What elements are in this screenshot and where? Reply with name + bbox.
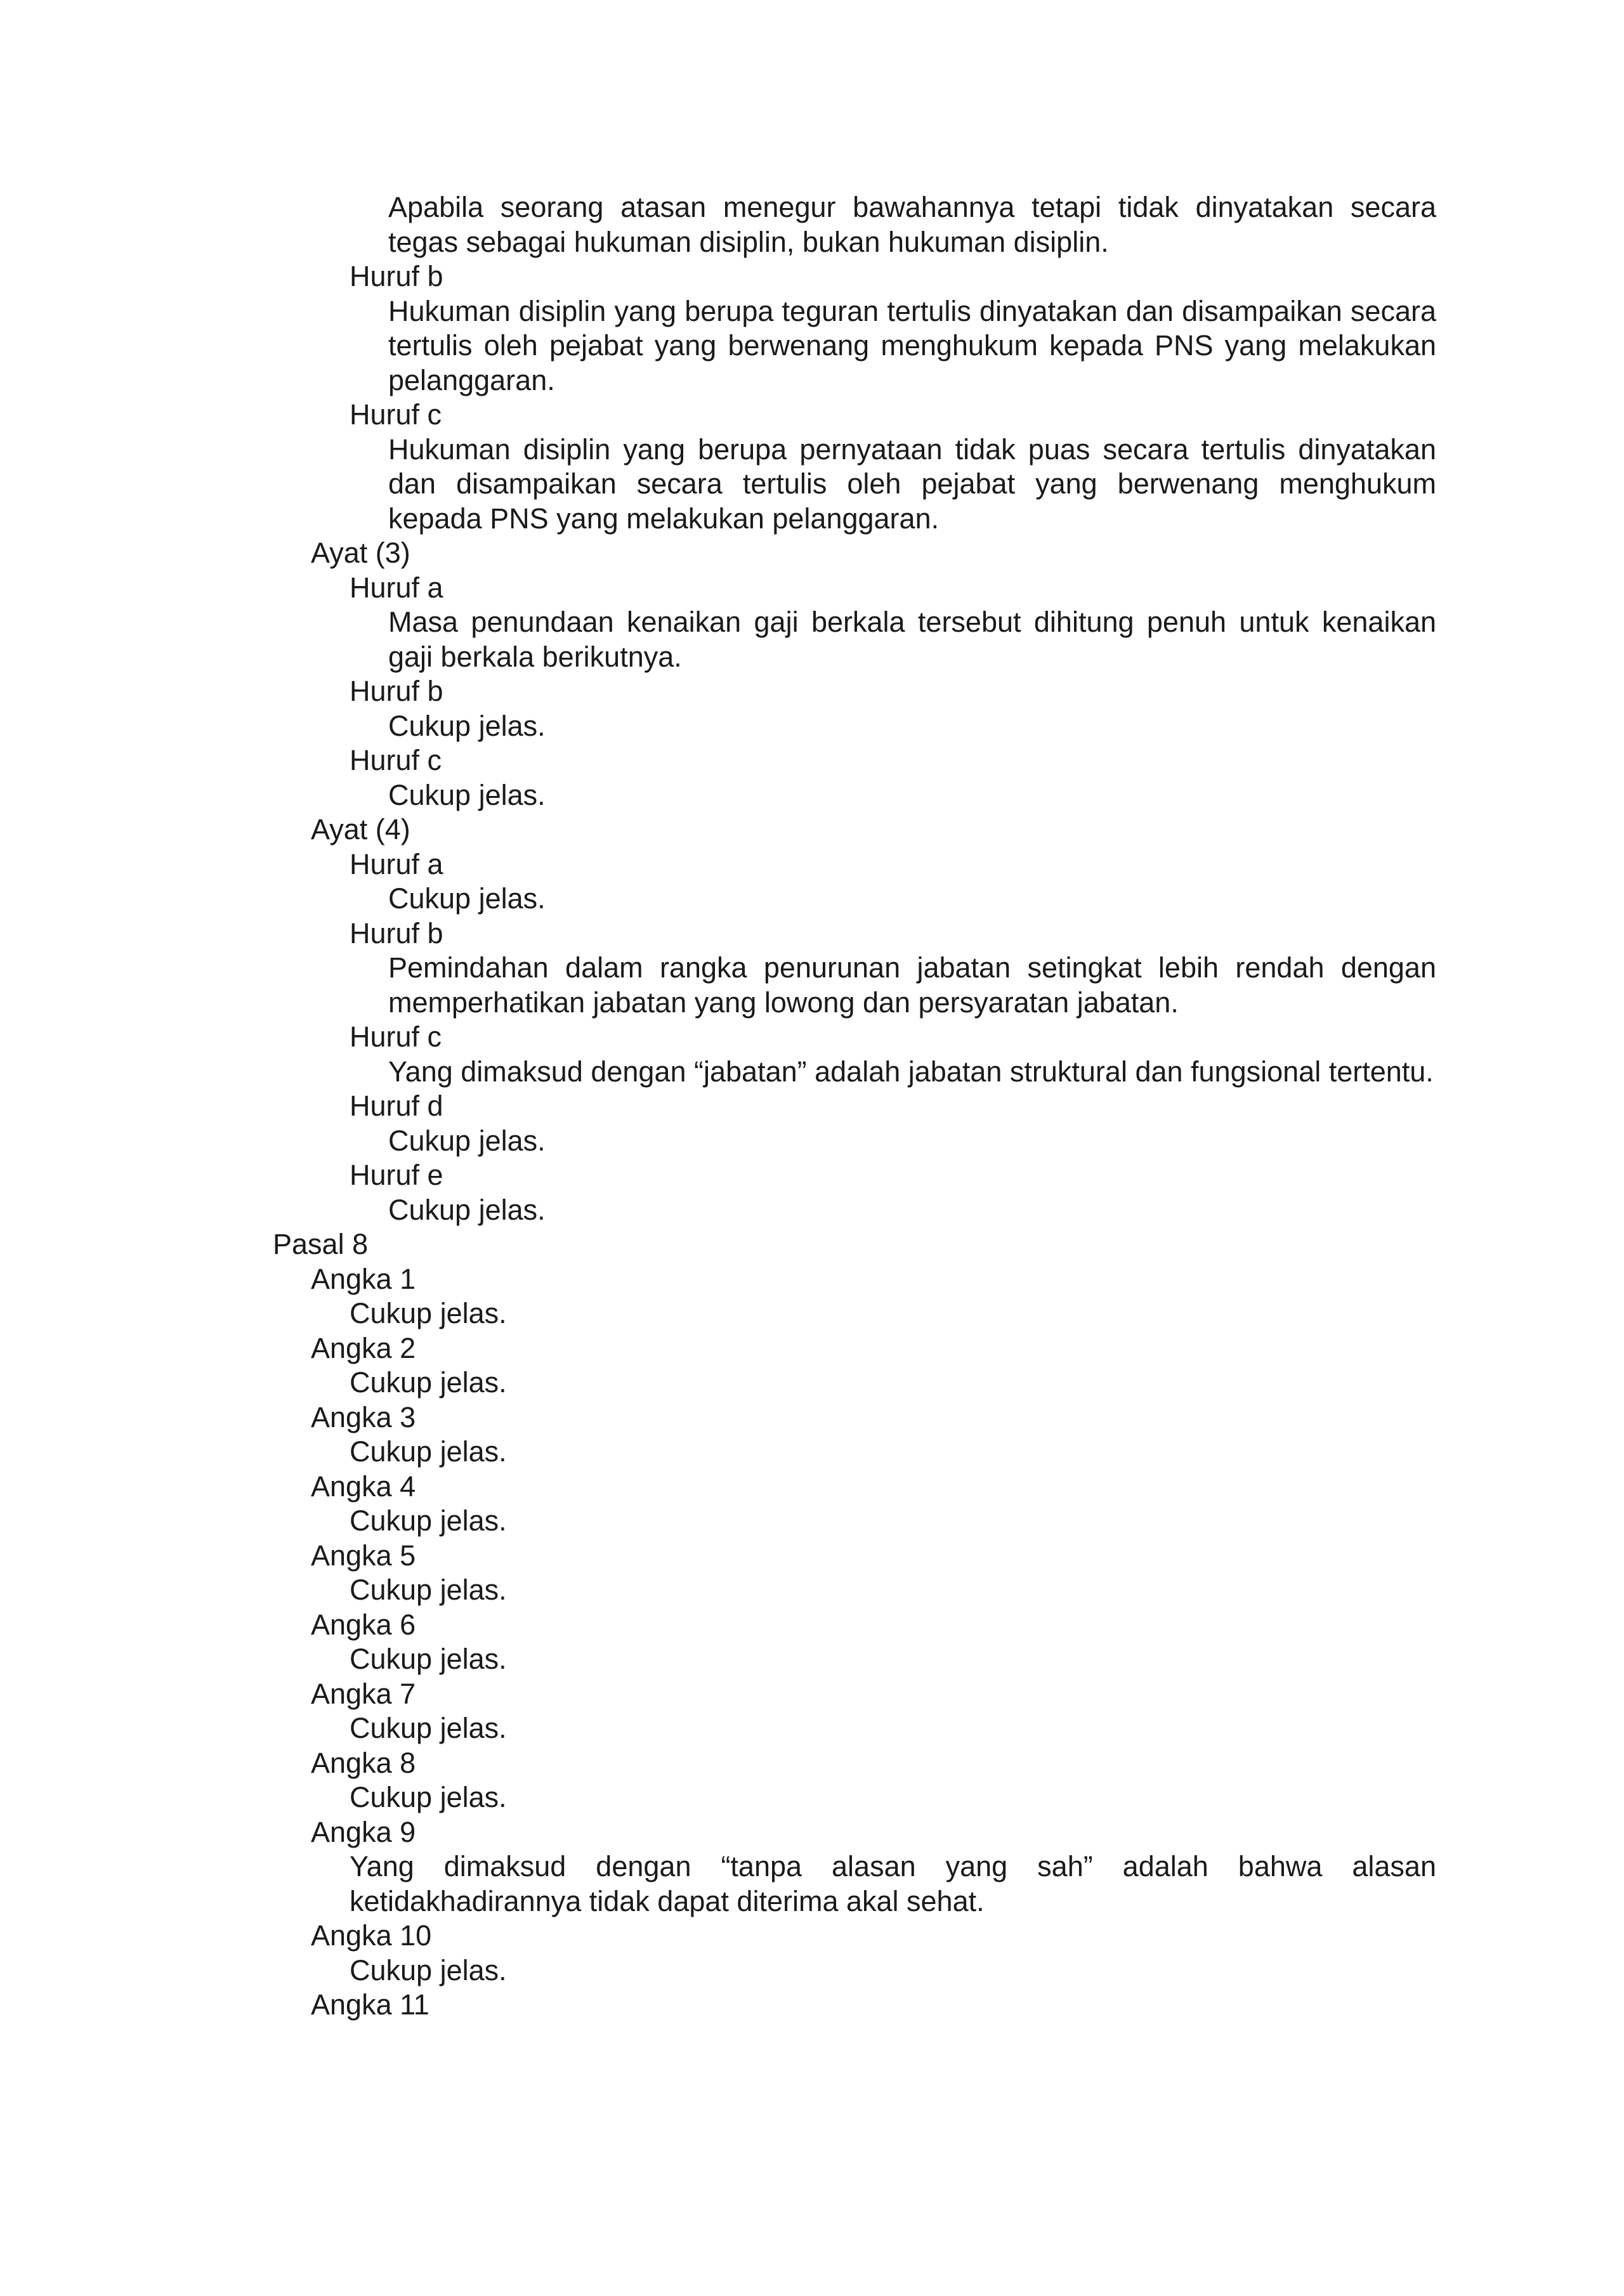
heading-pasal-8: Pasal 8 bbox=[273, 1228, 369, 1260]
text-cukup-jelas: Cukup jelas. bbox=[350, 1297, 507, 1329]
text-cukup-jelas: Cukup jelas. bbox=[388, 778, 546, 811]
heading-huruf-d: Huruf d bbox=[350, 1090, 443, 1122]
heading-angka-11: Angka 11 bbox=[311, 1988, 429, 2021]
text-cukup-jelas: Cukup jelas. bbox=[388, 709, 546, 742]
heading-ayat-3: Ayat (3) bbox=[311, 537, 410, 569]
text-cukup-jelas: Cukup jelas. bbox=[350, 1435, 507, 1468]
heading-angka-4: Angka 4 bbox=[311, 1470, 416, 1503]
heading-angka-9: Angka 9 bbox=[311, 1815, 416, 1848]
text-cukup-jelas: Cukup jelas. bbox=[350, 1643, 507, 1675]
paragraph-pemindahan: Pemindahan dalam rangka penurunan jabatan setingkat lebih rendah dengan memperhatikan jabatan yang lowong dan persyaratan jabatan. bbox=[388, 951, 1436, 1019]
heading-huruf-b: Huruf b bbox=[350, 675, 443, 707]
heading-huruf-c: Huruf c bbox=[350, 1021, 442, 1053]
heading-angka-2: Angka 2 bbox=[311, 1331, 416, 1364]
text-cukup-jelas: Cukup jelas. bbox=[350, 1574, 507, 1606]
heading-angka-6: Angka 6 bbox=[311, 1608, 416, 1641]
paragraph-jabatan: Yang dimaksud dengan “jabatan” adalah jabatan struktural dan fungsional tertentu. bbox=[388, 1055, 1434, 1088]
heading-ayat-4: Ayat (4) bbox=[311, 813, 410, 845]
heading-angka-10: Angka 10 bbox=[311, 1919, 432, 1952]
text-cukup-jelas: Cukup jelas. bbox=[388, 1124, 546, 1157]
paragraph-teguran: Hukuman disiplin yang berupa teguran tertulis dinyatakan dan disampaikan secara tertulis oleh pejabat yang berwenang menghukum kepada PNS yang melakukan pelanggaran. bbox=[388, 294, 1436, 396]
heading-huruf-b: Huruf b bbox=[350, 916, 443, 949]
heading-angka-8: Angka 8 bbox=[311, 1746, 416, 1779]
heading-huruf-a: Huruf a bbox=[350, 571, 443, 604]
paragraph-masa-penundaan: Masa penundaan kenaikan gaji berkala tersebut dihitung penuh untuk kenaikan gaji berkala berikutnya. bbox=[388, 606, 1436, 673]
heading-angka-7: Angka 7 bbox=[311, 1677, 416, 1710]
heading-angka-1: Angka 1 bbox=[311, 1262, 416, 1295]
heading-huruf-e: Huruf e bbox=[350, 1159, 443, 1191]
text-cukup-jelas: Cukup jelas. bbox=[388, 1193, 546, 1226]
paragraph-apabila: Apabila seorang atasan menegur bawahannya tetapi tidak dinyatakan secara tegas sebagai hukuman disiplin, bukan hukuman disiplin. bbox=[388, 191, 1436, 258]
heading-angka-5: Angka 5 bbox=[311, 1539, 416, 1572]
heading-huruf-c: Huruf c bbox=[350, 398, 442, 431]
paragraph-tanpa-alasan: Yang dimaksud dengan “tanpa alasan yang sah” adalah bahwa alasan ketidakhadirannya tidak dapat diterima akal sehat. bbox=[350, 1850, 1436, 1917]
text-cukup-jelas: Cukup jelas. bbox=[350, 1712, 507, 1744]
text-cukup-jelas: Cukup jelas. bbox=[388, 882, 546, 915]
text-cukup-jelas: Cukup jelas. bbox=[350, 1504, 507, 1537]
text-cukup-jelas: Cukup jelas. bbox=[350, 1781, 507, 1813]
heading-huruf-c: Huruf c bbox=[350, 744, 442, 776]
heading-huruf-a: Huruf a bbox=[350, 847, 443, 880]
text-cukup-jelas: Cukup jelas. bbox=[350, 1366, 507, 1399]
text-cukup-jelas: Cukup jelas. bbox=[350, 1954, 507, 1986]
document-page bbox=[0, 190, 1624, 2023]
heading-angka-3: Angka 3 bbox=[311, 1400, 416, 1433]
heading-huruf-b: Huruf b bbox=[350, 260, 443, 292]
paragraph-pernyataan: Hukuman disiplin yang berupa pernyataan tidak puas secara tertulis dinyatakan dan disampaikan secara tertulis oleh pejabat yang berwenang menghukum kepada PNS yang melakukan pelanggaran. bbox=[388, 433, 1436, 535]
